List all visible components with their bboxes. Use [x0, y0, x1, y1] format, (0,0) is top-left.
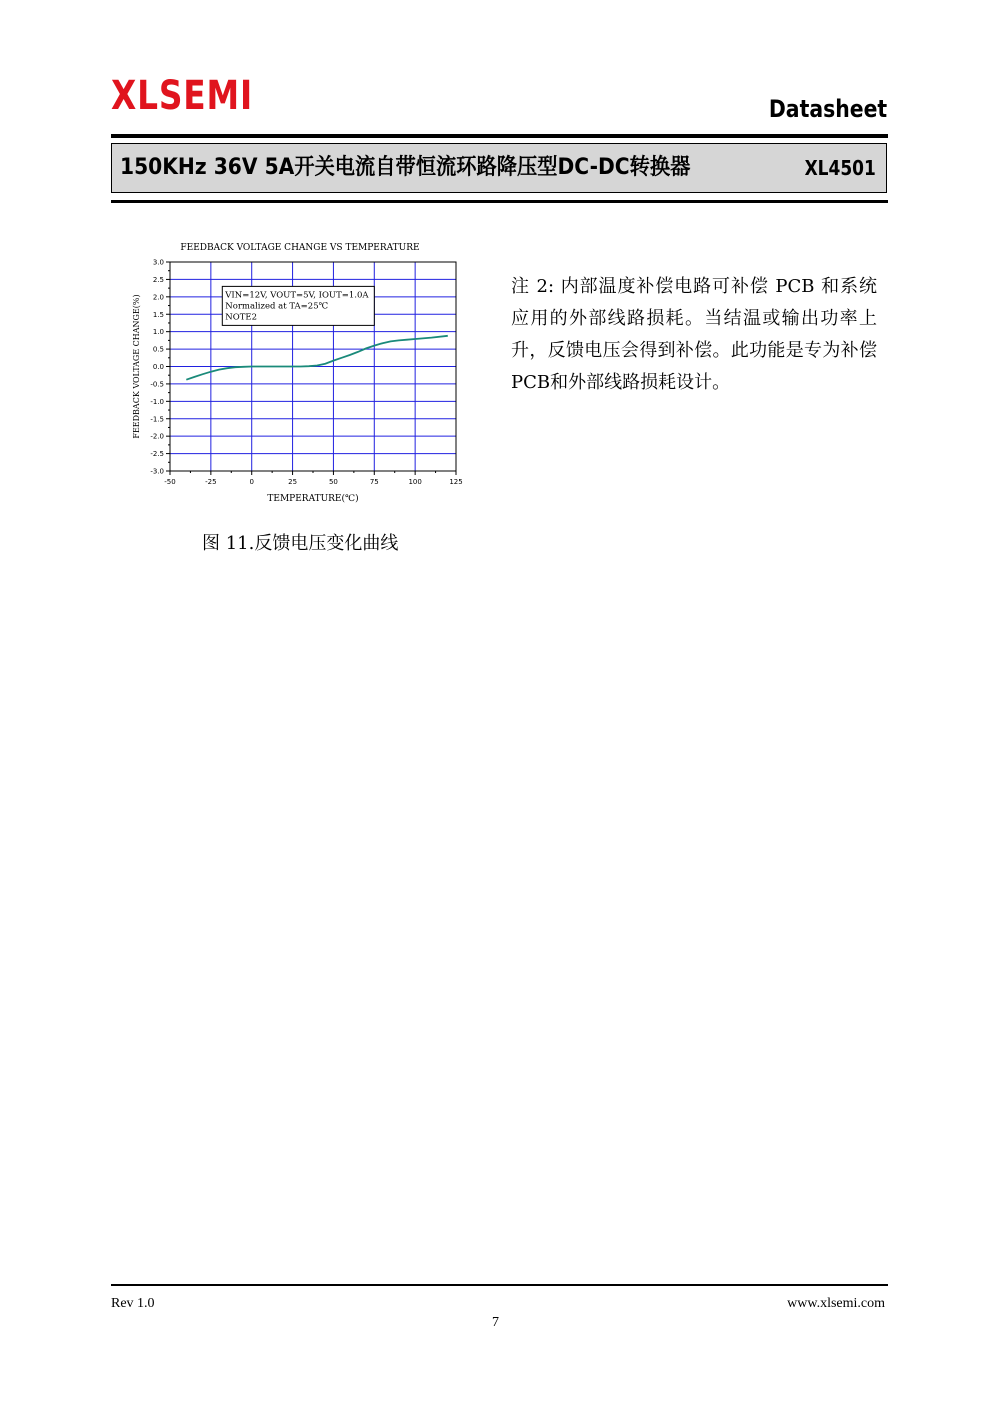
- x-tick-label: -25: [205, 478, 217, 486]
- revision-label: Rev 1.0: [111, 1296, 155, 1311]
- part-number: XL4501: [804, 156, 876, 180]
- x-tick-label: 0: [249, 478, 254, 486]
- annotation-line: NOTE2: [225, 312, 258, 323]
- website-link: www.xlsemi.com: [787, 1296, 885, 1311]
- y-tick-label: 3.0: [152, 258, 164, 267]
- x-axis-label: TEMPERATURE(℃): [267, 494, 359, 504]
- annotation-line: Normalized at TA=25℃: [225, 301, 329, 312]
- x-tick-label: 50: [328, 478, 338, 486]
- y-tick-label: -0.5: [150, 380, 164, 389]
- x-tick-label: -50: [164, 478, 176, 486]
- title-rule: [111, 200, 888, 203]
- annotation-line: VIN=12V, VOUT=5V, IOUT=1.0A: [225, 290, 369, 301]
- x-tick-label: 25: [288, 478, 298, 486]
- y-tick-label: -3.0: [150, 467, 164, 476]
- x-tick-label: 100: [408, 478, 422, 486]
- figure-caption: 图 11.反馈电压变化曲线: [202, 533, 399, 554]
- y-tick-label: 0.0: [152, 363, 164, 371]
- y-tick-label: -1.0: [150, 397, 164, 406]
- y-axis-label: FEEDBACK VOLTAGE CHANGE(%): [132, 294, 141, 439]
- y-tick-label: 2.0: [152, 293, 164, 302]
- y-tick-label: 1.5: [152, 310, 164, 319]
- company-logo: XLSEMI: [111, 73, 253, 119]
- y-tick-label: 1.0: [152, 328, 164, 337]
- x-tick-label: 75: [369, 478, 379, 486]
- y-tick-label: 2.5: [152, 275, 164, 284]
- note-paragraph: 注 2: 内部温度补偿电路可补偿 PCB 和系统应用的外部线路损耗。当结温或输出功率上升，反馈电压会得到补偿。此功能是专为补偿PCB和外部线路损耗设计。: [511, 276, 877, 393]
- feedback-voltage-chart: [130, 236, 470, 512]
- page-number: 7: [492, 1315, 499, 1330]
- y-tick-label: -2.0: [150, 432, 164, 441]
- chart-title: FEEDBACK VOLTAGE CHANGE VS TEMPERATURE: [180, 243, 420, 253]
- y-tick-label: -2.5: [150, 450, 164, 459]
- y-tick-label: 0.5: [152, 345, 164, 354]
- header-rule: [111, 134, 888, 138]
- chart-svg: [130, 236, 470, 512]
- y-tick-label: -1.5: [150, 415, 164, 424]
- doc-type-label: Datasheet: [768, 95, 887, 123]
- title-bar: [111, 143, 887, 193]
- document-title: 150KHz 36V 5A开关电流自带恒流环路降压型DC-DC转换器: [120, 155, 691, 180]
- x-tick-label: 125: [449, 478, 463, 486]
- footer-rule: [111, 1284, 888, 1286]
